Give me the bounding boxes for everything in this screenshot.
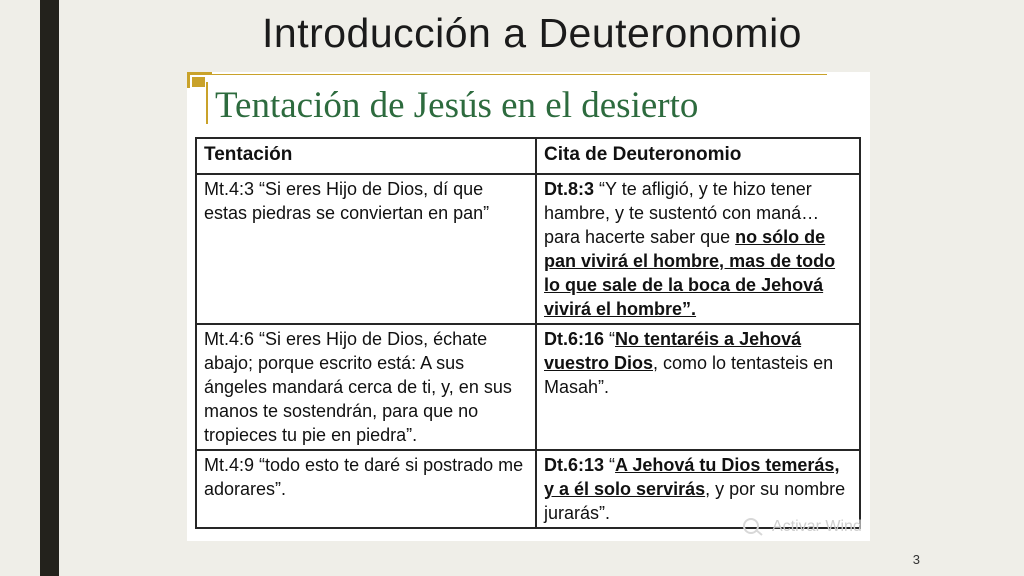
page-number: 3 (912, 552, 920, 567)
cita-text: “Y te afligió, y te hizo tener hambre, y te sustentó con maná… para hacerte saber que (544, 179, 820, 247)
table-row (196, 450, 860, 528)
table-row (196, 174, 860, 324)
watermark-text: Activar Wind (772, 518, 862, 536)
embedded-title: Tentación de Jesús en el desierto (215, 85, 699, 126)
cita-text: “ (604, 329, 616, 349)
cita-text: “ (604, 455, 616, 475)
cita-ref: Dt.6:13 (544, 455, 605, 475)
cita-emphasis: No tentaréis a Jehová vuestro Dios (544, 329, 802, 373)
cita-cell (536, 324, 860, 450)
gold-vertical-rule (206, 82, 208, 124)
tentacion-cell: Mt.4:6 “Si eres Hijo de Dios, échate abajo; porque escrito está: A sus ángeles mandará cerca de ti, y, en sus manos te sostendrán, para que no tropieces tu pie en piedra”. (196, 324, 536, 450)
cita-cell (536, 450, 860, 528)
activation-watermark (742, 518, 862, 536)
cita-ref: Dt.8:3 (544, 179, 595, 199)
slide-title: Introducción a Deuteronomio (262, 10, 802, 56)
activation-icon (742, 518, 764, 536)
table-row (196, 324, 860, 450)
cita-emphasis: A Jehová tu Dios temerás, y a él solo servirás (544, 455, 840, 499)
header-cita: Cita de Deuteronomio (536, 138, 860, 174)
header-tentacion: Tentación (196, 138, 536, 174)
cita-text-after: , como lo tentasteis en Masah”. (544, 353, 834, 397)
left-accent-bar (40, 0, 59, 576)
cita-emphasis: no sólo de pan vivirá el hombre, mas de todo lo que sale de la boca de Jehová vivirá el hombre”. (544, 227, 836, 319)
embedded-table-image (187, 72, 870, 541)
temptation-table (195, 137, 861, 529)
tentacion-cell: Mt.4:3 “Si eres Hijo de Dios, dí que estas piedras se conviertan en pan” (196, 174, 536, 324)
table-header-row (196, 138, 860, 174)
tentacion-cell: Mt.4:9 “todo esto te daré si postrado me adorares”. (196, 450, 536, 528)
gold-top-rule (187, 74, 827, 75)
cita-ref: Dt.6:16 (544, 329, 605, 349)
cita-cell (536, 174, 860, 324)
cita-text-after: , y por su nombre jurarás”. (544, 479, 846, 523)
gold-corner-mark (187, 72, 212, 88)
